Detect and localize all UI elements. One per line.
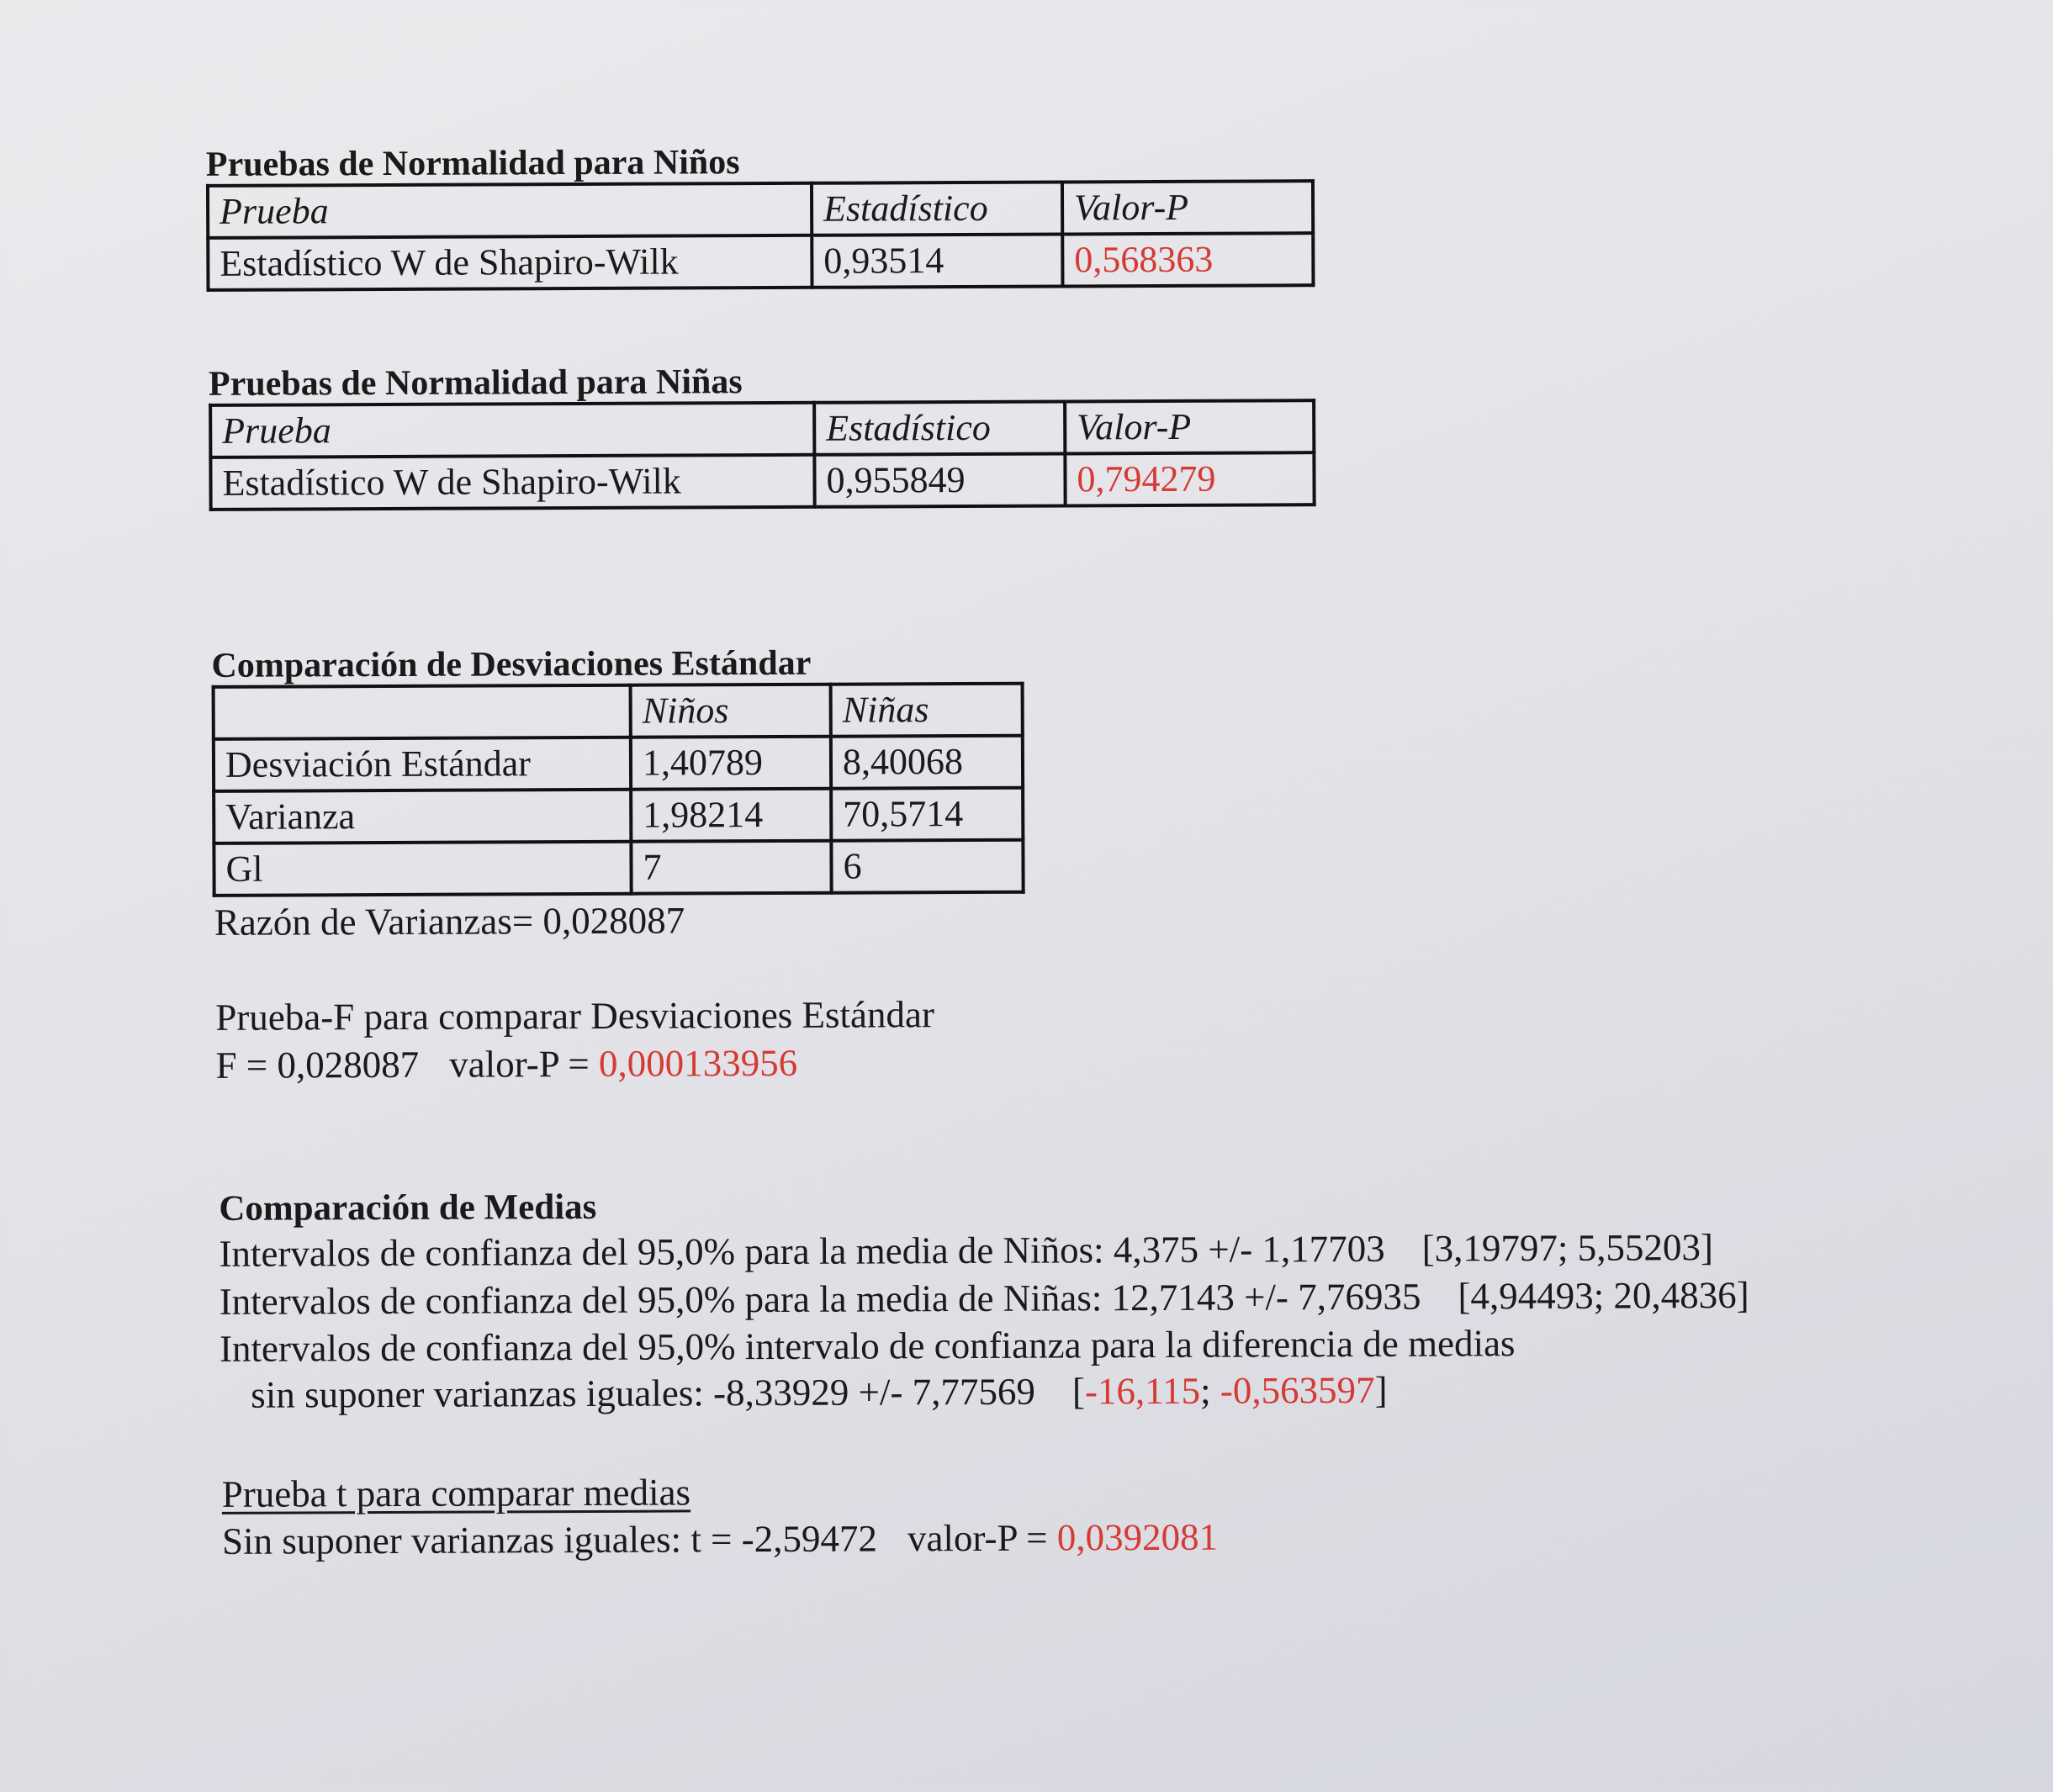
f-test-stat: F = 0,028087	[215, 1043, 420, 1086]
header-cell: Estadístico	[812, 182, 1062, 235]
row-label-cell: Desviación Estándar	[214, 737, 631, 791]
ci-diff-high: -0,563597	[1220, 1368, 1375, 1412]
table-row	[214, 840, 1023, 896]
ci-diff-separator: ;	[1199, 1369, 1220, 1412]
t-test-result	[221, 1515, 1219, 1562]
means-comparison-title: Comparación de Medias	[219, 1187, 597, 1229]
table-header-row	[208, 181, 1313, 238]
ci-diff-detail: sin suponer varianzas iguales: -8,33929 +/- 7,77569	[251, 1370, 1036, 1416]
ci-diff-detail-line	[251, 1368, 1388, 1416]
ci-diff-line: Intervalos de confianza del 95,0% intervalo de confianza para la diferencia de medias	[219, 1322, 1516, 1370]
row-label-cell: Gl	[214, 842, 631, 896]
f-test-p-value: 0,000133956	[598, 1041, 798, 1085]
header-cell: Valor-P	[1062, 181, 1313, 234]
normality-girls-title: Pruebas de Normalidad para Niñas	[208, 362, 743, 404]
t-test-p-label: valor-P =	[907, 1516, 1057, 1560]
test-name-cell: Estadístico W de Shapiro-Wilk	[208, 235, 812, 290]
table-row	[214, 736, 1023, 791]
value-cell: 6	[831, 840, 1023, 893]
table-row	[210, 452, 1314, 510]
row-label-cell: Varianza	[214, 790, 631, 843]
ci-boys-text: Intervalos de confianza del 95,0% para la media de Niños: 4,375 +/- 1,17703	[219, 1227, 1385, 1275]
value-cell: 70,5714	[831, 788, 1023, 841]
ci-girls-range: [4,94493; 20,4836]	[1458, 1273, 1749, 1318]
t-test-p-value: 0,0392081	[1056, 1515, 1219, 1559]
table-row	[214, 788, 1023, 843]
std-comparison-title: Comparación de Desviaciones Estándar	[211, 643, 812, 685]
p-value-cell: 0,568363	[1062, 233, 1313, 286]
ci-girls-text: Intervalos de confianza del 95,0% para la media de Niñas: 12,7143 +/- 7,76935	[219, 1275, 1421, 1323]
normality-boys-table	[206, 179, 1315, 292]
header-cell	[214, 685, 631, 739]
table-header-row	[210, 400, 1314, 457]
header-cell: Niños	[631, 685, 831, 737]
value-cell: 7	[631, 841, 831, 894]
value-cell: 8,40068	[831, 736, 1023, 789]
statistic-cell: 0,955849	[814, 453, 1065, 506]
normality-girls-table	[209, 399, 1316, 511]
header-cell: Niñas	[831, 684, 1023, 737]
ci-girls-line	[219, 1273, 1749, 1323]
statistic-cell: 0,93514	[812, 234, 1062, 287]
test-name-cell: Estadístico W de Shapiro-Wilk	[210, 455, 814, 510]
ci-diff-close-bracket: ]	[1374, 1368, 1388, 1411]
ci-diff-open-bracket: [	[1071, 1370, 1086, 1413]
header-cell: Prueba	[208, 183, 812, 238]
ci-diff-low: -16,115	[1084, 1369, 1201, 1413]
table-header-row	[214, 684, 1023, 739]
value-cell: 1,40789	[631, 737, 831, 790]
std-comparison-table	[212, 682, 1025, 897]
t-test-stat: Sin suponer varianzas iguales: t = -2,59472	[221, 1517, 878, 1562]
f-test-title: Prueba-F para comparar Desviaciones Estándar	[215, 993, 935, 1039]
p-value-cell: 0,794279	[1065, 452, 1314, 505]
header-cell: Prueba	[210, 403, 814, 457]
normality-boys-title: Pruebas de Normalidad para Niños	[205, 143, 740, 184]
t-test-title: Prueba t para comparar medias	[221, 1471, 691, 1515]
f-test-p-label: valor-P =	[449, 1042, 600, 1086]
ci-boys-line	[219, 1226, 1714, 1275]
table-row	[208, 233, 1313, 290]
value-cell: 1,98214	[631, 789, 831, 842]
header-cell: Valor-P	[1065, 400, 1314, 453]
f-test-result	[215, 1041, 798, 1086]
ci-boys-range: [3,19797; 5,55203]	[1421, 1226, 1714, 1270]
variance-ratio: Razón de Varianzas= 0,028087	[214, 899, 685, 944]
header-cell: Estadístico	[814, 401, 1065, 454]
